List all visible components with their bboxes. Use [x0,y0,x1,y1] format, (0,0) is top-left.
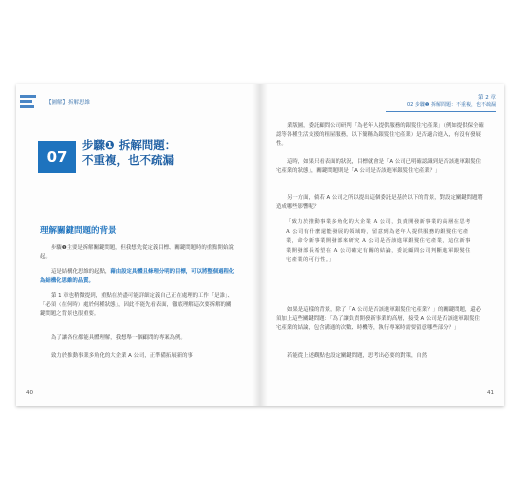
paragraph-4: 為了讓各位都能具體理解，我想舉一個顧問的專案為例。 [51,335,186,341]
book-spread [16,84,504,406]
left-page-number: 40 [26,390,33,396]
left-header [20,92,90,112]
right-paragraph-1: 業版圖，委託顧問公司研判「為老年人提供服務的銀髮住宅產業」（例如提供保全確認等各種生活支援的租屋服務，以下簡稱為銀髮住宅產業）是否適合進入，有沒有發展性。 [276,123,484,147]
paragraph-1: 步驟❶主要是拆解關鍵問題，但我想先從定義目標、關鍵問題時的重點開始說起。 [40,245,234,260]
paragraph-2 [40,268,236,286]
step-title-line1: 步驟❶ 拆解問題： [82,138,177,152]
header-rule [386,111,496,112]
right-header-subtitle: 02 步驟❶ 拆解問題：不重複，也不疏漏 [406,102,496,108]
step-title [82,138,232,168]
right-paragraph-5: 若能從上述觀點也設定關鍵問題，思考出必要的對策，自然 [287,353,428,359]
paragraph-3: 第 1 章也稍微提到，重點在於盡可能詳細定義自己正在處理的工作「是誰」、「必須（在何時）處於何種狀態」，因此不能先看表面，徹底理解這次要拆解的關鍵問題之背景也很重要。 [40,293,234,317]
right-header [407,95,496,109]
quote-block: 「致力於推動事業多角化的大企業 A 公司，負責開發新事業的高層在思考 A 公司有什麼還能發展的領域時，留意到為老年人提供服務的銀髮住宅產業，命令新事業開發部來研究 A 公司是否該進軍銀髮住宅產業，這位新事業開發部長希望在 A 公司確定有關的結論，委託顧問公司判斷進軍銀髮住宅產業的可行性。」 [286,219,471,264]
left-page [16,84,260,406]
step-badge: 07 [38,141,76,173]
paragraph-2-text: 這是結構化思維的起點， [51,269,111,275]
book-gutter [252,84,268,406]
right-paragraph-4: 如果是這樣的背景，除了「A 公司是否該進軍銀髮住宅產業？」的關鍵問題，還必須加上這些關鍵問題：「為了讓負責開發新事業的高層，接受 A 公司是否該進軍銀髮住宅產業的結論，包含溝通的次數、時機等，執行專案時需要留意哪些部分？」 [276,307,482,331]
right-paragraph-3: 另一方面，倘若 A 公司之所以提出這個委託是基於以下的背景，對設定關鍵問題將造成哪些影響呢？ [276,195,483,210]
right-paragraph-2: 這時，如果只看表面的狀況，目標就會是「A 公司已明確認識到是否該進軍銀髮住宅產業的狀態」，關鍵問題則是「A 公司是否該進軍銀髮住宅產業？」 [276,159,482,174]
paragraph-2-highlight: 藉由設定具體且條理分明的目標，可以將整個過程化為結構化思維的品質。 [40,269,235,284]
right-page [260,84,504,406]
book-icon [20,93,36,111]
left-header-label: 【圖解】拆解思維 [46,100,91,106]
right-page-number: 41 [487,390,494,396]
right-header-chapter: 第 2 章 [478,95,496,101]
section-title: 理解關鍵問題的背景 [40,226,117,236]
paragraph-5: 致力於推動事業多角化的大企業 A 公司，正準備拓展新的事 [51,353,193,359]
step-title-line2: 不重複，也不疏漏 [82,153,174,167]
